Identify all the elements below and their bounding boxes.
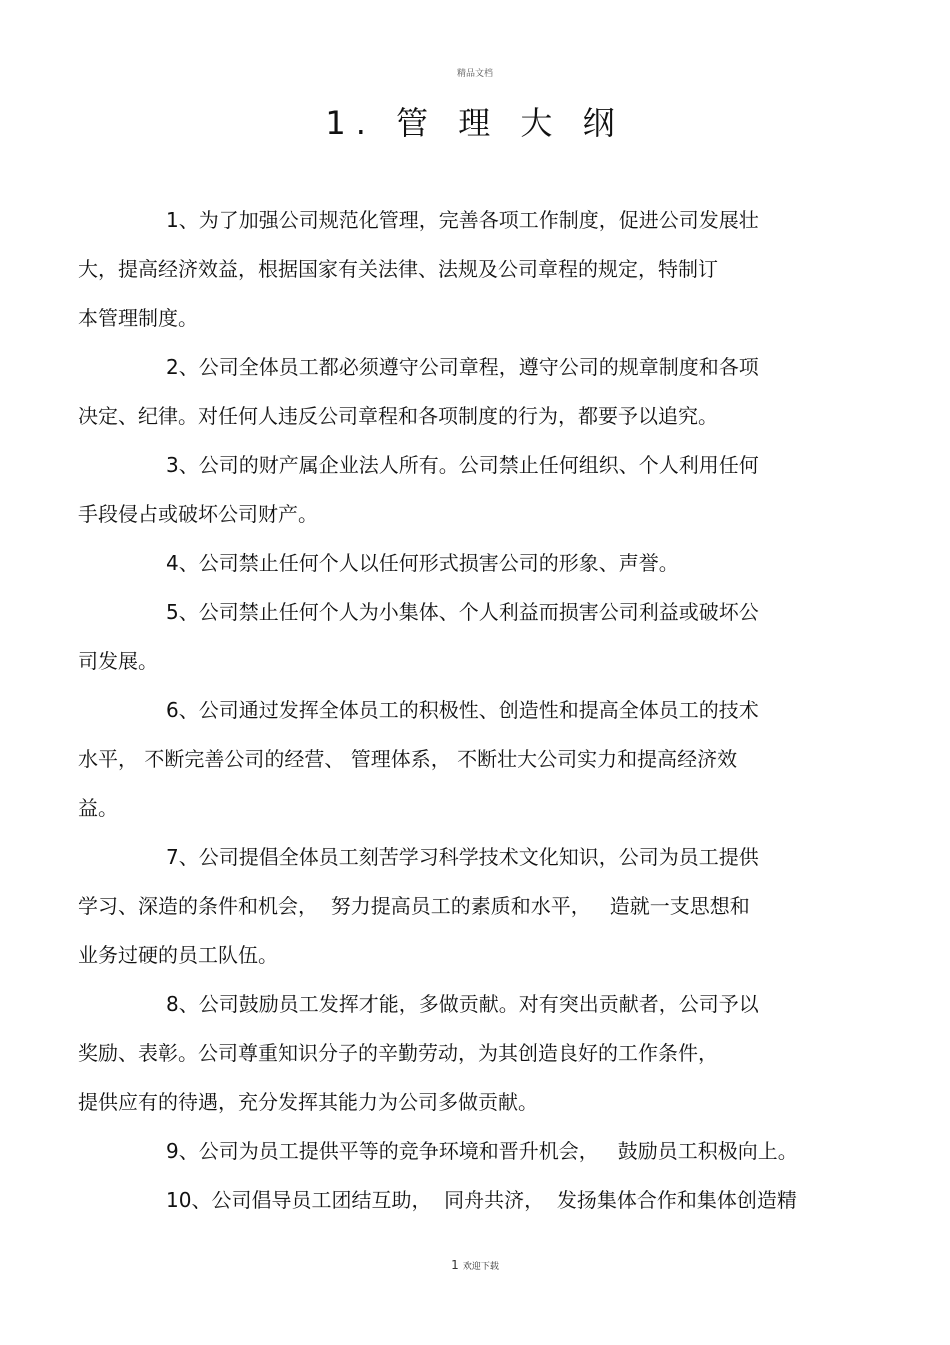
page-header: 精品文档 — [456, 69, 493, 79]
footer-label: 欢迎下载 — [462, 1262, 499, 1272]
line: 业务过硬的员工队伍。 — [78, 943, 278, 967]
line: 提供应有的待遇，充分发挥其能力为公司多做贡献。 — [78, 1090, 538, 1114]
line: 9、公司为员工提供平等的竞争环境和晋升机会， 鼓励员工积极向上。 — [166, 1139, 798, 1163]
line: 学习、深造的条件和机会， 努力提高员工的素质和水平， 造就一支思想和 — [78, 894, 750, 918]
paragraph-1 — [78, 196, 822, 343]
document-title: 1. 管 理 大 纲 — [325, 104, 625, 142]
line: 4、公司禁止任何个人以任何形式损害公司的形象、声誉。 — [166, 551, 679, 575]
line: 益。 — [78, 796, 118, 820]
line: 决定、纪律。对任何人违反公司章程和各项制度的行为，都要予以追究。 — [78, 404, 718, 428]
line: 2、公司全体员工都必须遵守公司章程，遵守公司的规章制度和各项 — [166, 355, 759, 379]
line: 水平， 不断完善公司的经营、 管理体系， 不断壮大公司实力和提高经济效 — [78, 747, 738, 771]
line: 3、公司的财产属企业法人所有。公司禁止任何组织、个人利用任何 — [166, 453, 759, 477]
paragraph-2 — [78, 343, 822, 441]
line: 手段侵占或破坏公司财产。 — [78, 502, 318, 526]
line: 6、公司通过发挥全体员工的积极性、创造性和提高全体员工的技术 — [166, 698, 759, 722]
paragraph-6 — [78, 686, 822, 833]
line: 8、公司鼓励员工发挥才能，多做贡献。对有突出贡献者，公司予以 — [166, 992, 759, 1016]
line: 7、公司提倡全体员工刻苦学习科学技术文化知识，公司为员工提供 — [166, 845, 759, 869]
line: 本管理制度。 — [78, 306, 198, 330]
paragraph-5 — [78, 588, 822, 686]
paragraph-3 — [78, 441, 822, 539]
line: 10、公司倡导员工团结互助， 同舟共济， 发扬集体合作和集体创造精 — [166, 1188, 797, 1212]
paragraph-10 — [122, 1176, 822, 1225]
line: 1、为了加强公司规范化管理，完善各项工作制度，促进公司发展壮 — [166, 208, 759, 232]
document-body — [78, 196, 822, 1225]
line: 司发展。 — [78, 649, 158, 673]
page-number: 1 — [451, 1258, 459, 1272]
line: 奖励、表彰。公司尊重知识分子的辛勤劳动，为其创造良好的工作条件， — [78, 1041, 718, 1065]
paragraph-7 — [78, 833, 822, 980]
page-footer — [0, 1258, 950, 1272]
line: 5、公司禁止任何个人为小集体、个人利益而损害公司利益或破坏公 — [166, 600, 759, 624]
paragraph-4 — [122, 539, 822, 588]
paragraph-9 — [122, 1127, 822, 1176]
line: 大，提高经济效益，根据国家有关法律、法规及公司章程的规定，特制订 — [78, 257, 718, 281]
paragraph-8 — [78, 980, 822, 1127]
